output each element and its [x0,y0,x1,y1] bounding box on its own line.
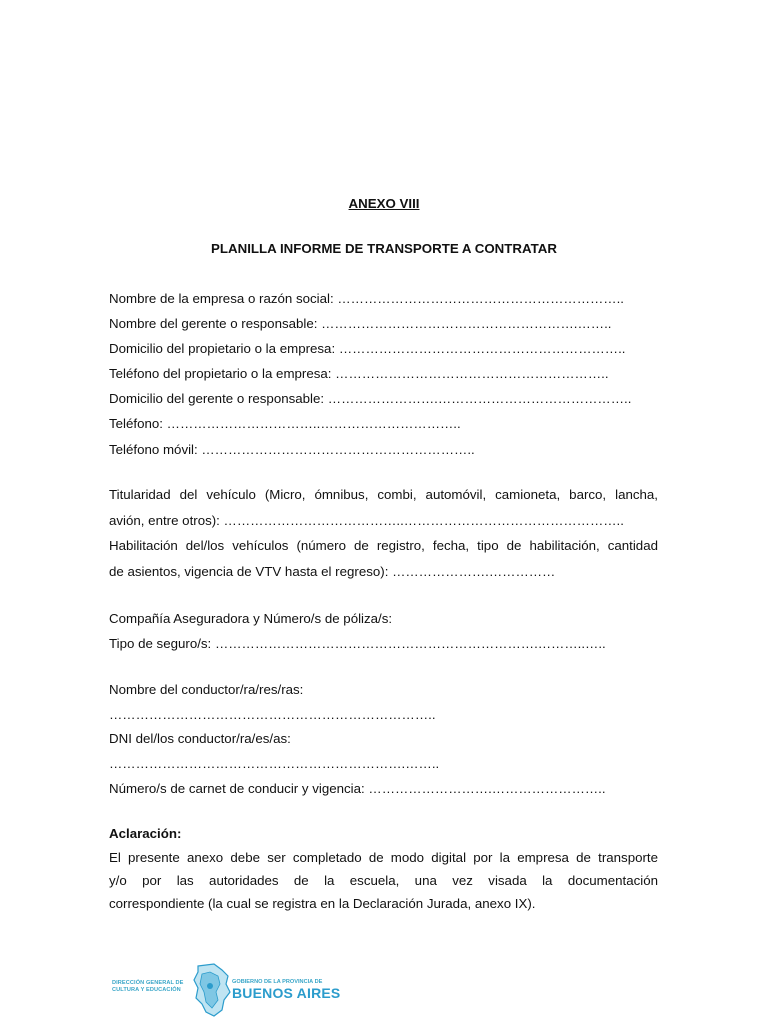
mobile-phone-field: Teléfono móvil: …………………………………………………….. [109,442,475,457]
education-directorate-logo: DIRECCIÓN GENERAL DE CULTURA Y EDUCACIÓN [112,980,184,993]
company-name-field: Nombre de la empresa o razón social: ……………………………………………………….. [109,291,624,306]
clarification-line-3: correspondiente (la cual se registra en la Declaración Jurada, anexo IX). [109,896,536,911]
province-map-icon [192,962,232,1018]
vehicle-permit-line-1: Habilitación del/los vehículos (número de registro, fecha, tipo de habilitación, cantidad [109,538,658,553]
dni-label: DNI del/los conductor/ra/es/as: [109,731,291,746]
owner-phone-field: Teléfono del propietario o la empresa: …………………………………………………….. [109,366,609,381]
vehicle-permit-line-2: de asientos, vigencia de VTV hasta el regreso): ………………….…………… [109,564,556,579]
driver-name-dots: ……………………………………………………………….. [109,707,436,722]
manager-name-field: Nombre del gerente o responsable: ………………………………………………….…….. [109,316,612,331]
footer-logos [112,960,342,1020]
clarification-label: Aclaración: [109,826,182,841]
insurer-field: Compañía Aseguradora y Número/s de póliza/s: [109,611,393,626]
phone-field: Teléfono: ……………………………..………………………….. [109,416,461,431]
clarification-line-2: y/o por las autoridades de la escuela, una vez visada la documentación [109,873,658,888]
license-field: Número/s de carnet de conducir y vigencia: ……………………….…………………….. [109,781,606,796]
province-government-logo: GOBIERNO DE LA PROVINCIA DE BUENOS AIRES [232,979,341,1001]
vehicle-ownership-line-1: Titularidad del vehículo (Micro, ómnibus, combi, automóvil, camioneta, barco, lancha, [109,487,658,502]
vehicle-ownership-line-2: avión, entre otros): …………………………………..………………………………………….. [109,513,624,528]
owner-address-field: Domicilio del propietario o la empresa: ……………………………………………………….. [109,341,626,356]
dni-dots: ………………………………………………………….…….. [109,756,440,771]
form-heading: PLANILLA INFORME DE TRANSPORTE A CONTRATAR [211,241,557,256]
annex-title: ANEXO VIII [348,196,420,211]
insurance-type-field: Tipo de seguro/s: ……………………………………………………………….………..….. [109,636,606,651]
driver-name-label: Nombre del conductor/ra/res/ras: [109,682,304,697]
manager-address-field: Domicilio del gerente o responsable: …………………….…………………………………….. [109,391,632,406]
clarification-line-1: El presente anexo debe ser completado de modo digital por la empresa de transporte [109,850,658,865]
